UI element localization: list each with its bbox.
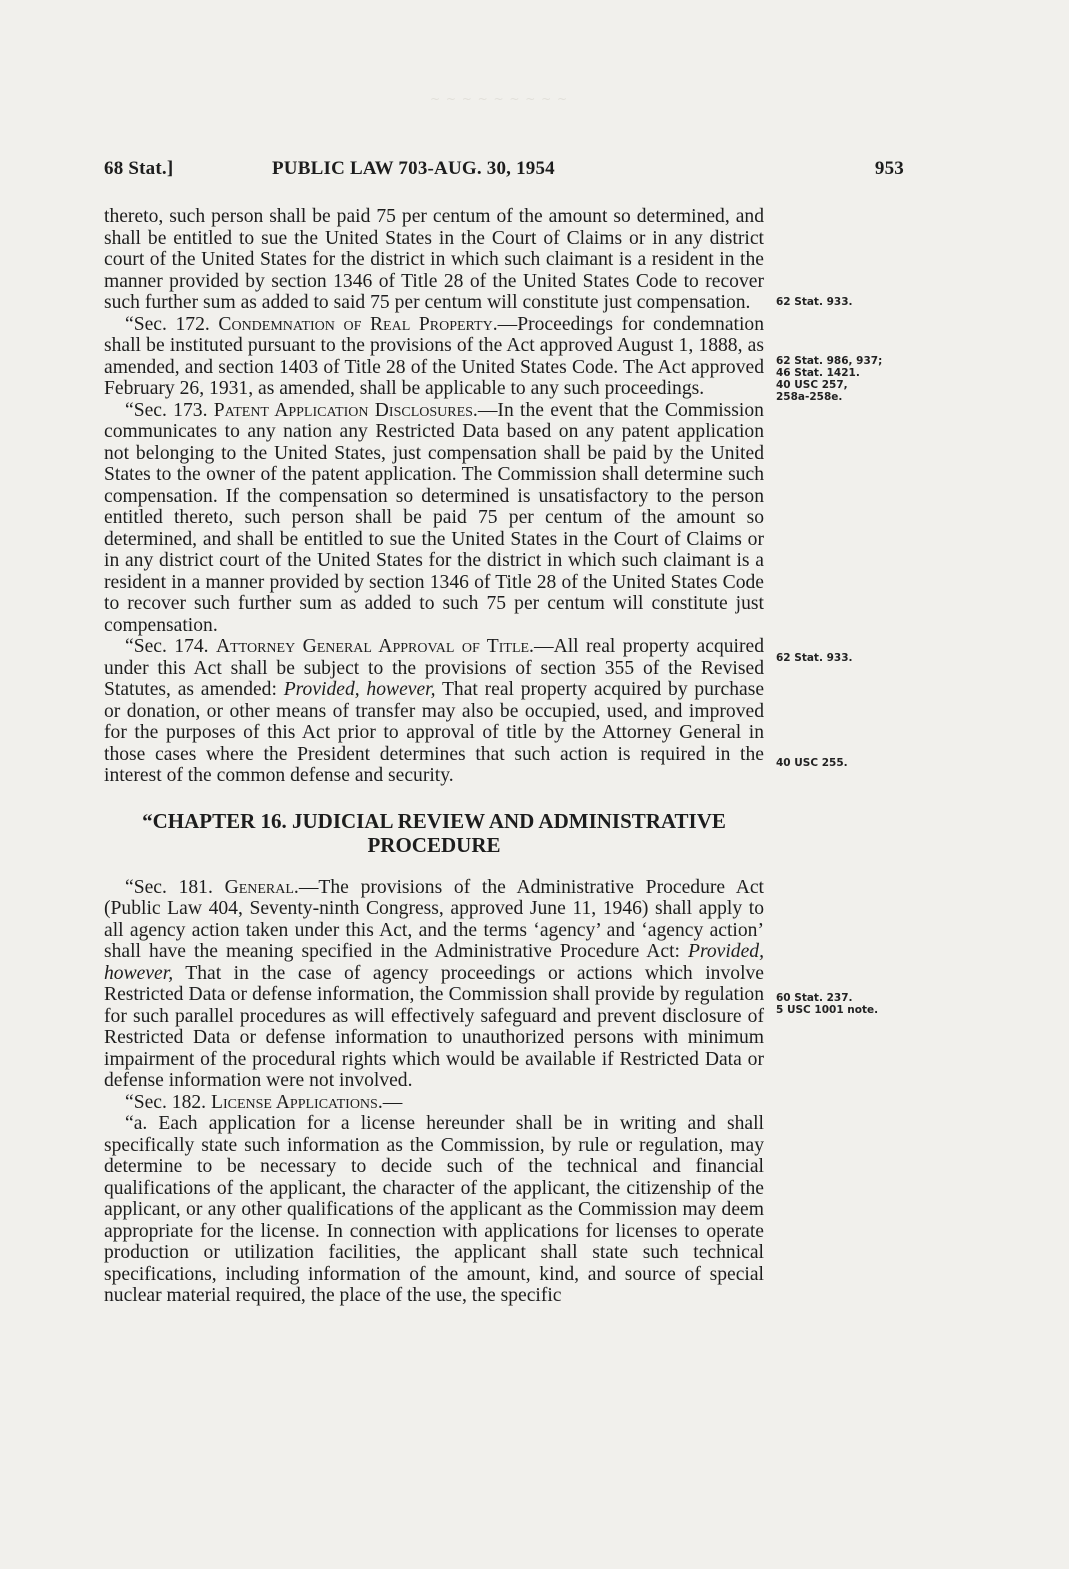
section-text: —Proceedings for condemnation shall be instituted pursuant to the provisions of the Act approved August 1, 1888, as amended, and section 1403 of Title 28 of the United States Code. The Act approved February 26, 1931, as amended, shall be applicable to any such proceedings. bbox=[104, 313, 765, 399]
section-heading: Patent Application Disclosures. bbox=[213, 399, 478, 421]
header-volume: 68 Stat.] bbox=[104, 158, 174, 179]
margin-note-60-stat-237: 60 Stat. 237. 5 USC 1001 note. bbox=[776, 992, 879, 1016]
section-heading: General. bbox=[224, 876, 299, 898]
section-text: That real property acquired by purchase or donation, or other means of transfer may also be occupied, used, and improved for the purposes of this Act prior to approval of title by the Attorney General in those cases where the President determines that such action is required in the interest of the common defense and security. bbox=[104, 679, 765, 786]
margin-note-62-stat-933-b: 62 Stat. 933. bbox=[776, 652, 853, 664]
section-label: “Sec. 172. bbox=[125, 313, 210, 335]
section-text: —In the event that the Commission communicates to any nation any Restricted Data based on any patent application not belonging to the United States, just compensation shall be paid by the United States to the owner of the patent application. The Commission shall determine such compensation. If the compensation so determined is unsatisfactory to the person entitled thereto, such person shall be paid 75 per centum of the amount so determined, and shall be entitled to sue the United States in the Court of Claims or in any district court of the United States for the district in which such claimant is a resident in a manner provided by section 1346 of Title 28 of the United States Code to recover such further sum as added to such 75 per centum will constitute just compensation. bbox=[104, 399, 764, 636]
body-text bbox=[104, 206, 764, 1307]
section-heading: Condemnation of Real Property. bbox=[218, 313, 498, 335]
margin-note-62-stat-986: 62 Stat. 986, 937; 46 Stat. 1421. 40 USC 257, 258a-258e. bbox=[776, 355, 883, 403]
running-header bbox=[104, 158, 904, 182]
header-title: PUBLIC LAW 703-AUG. 30, 1954 bbox=[272, 158, 555, 179]
paragraph-continuation: thereto, such person shall be paid 75 per centum of the amount so determined, and shall be entitled to sue the United States in the Court of Claims or in any district court of the United States for the district in which such claimant is a resident in the manner provided by section 1346 of Title 28 of the United States Code to recover such further sum as added to said 75 per centum will constitute just compensation. bbox=[104, 206, 764, 313]
proviso-italic: Provided, however, bbox=[104, 941, 764, 984]
section-181 bbox=[104, 877, 764, 1092]
section-182: “Sec. 182. License Applications.— bbox=[125, 1091, 403, 1113]
header-page-number: 953 bbox=[874, 158, 904, 179]
section-label: “Sec. 181. bbox=[125, 876, 213, 898]
chapter-heading: “CHAPTER 16. JUDICIAL REVIEW AND ADMINISTRATIVE PROCEDURE bbox=[142, 808, 726, 857]
proviso-italic: Provided, however, bbox=[283, 679, 436, 700]
section-heading: Attorney General Approval of Title. bbox=[215, 636, 534, 657]
section-text: —The provisions of the Administrative Procedure Act (Public Law 404, Seventy-ninth Congress, approved June 11, 1946) shall apply to all agency action taken under this Act, and the terms ‘agency’ and ‘agency action’ shall have the meaning specified in the Administrative Procedure Act: bbox=[104, 876, 765, 962]
section-heading: License Applications. bbox=[210, 1091, 383, 1113]
section-173 bbox=[104, 400, 764, 637]
section-172 bbox=[104, 314, 764, 400]
section-label: “Sec. 174. bbox=[125, 636, 209, 657]
section-text: That in the case of agency proceedings or actions which involve Restricted Data or defense information, the Commission shall provide by regulation for such parallel procedures as will effectively safeguard and prevent disclosure of Restricted Data or defense information to unauthorized persons with minimum impairment of the procedural rights which would be available if Restricted Data or defense information were not involved. bbox=[104, 962, 765, 1091]
section-label: “Sec. 182. bbox=[125, 1091, 207, 1113]
section-text: “a. Each application for a license hereunder shall be in writing and shall specifically state such information as the Commission, by rule or regulation, may determine to be necessary to decide such of the technical and financial qualifications of the applicant, the character of the applicant, the citizenship of the applicant, or any other qualifications of the applicant as the Commission may deem appropriate for the license. In connection with applications for licenses to operate production or utilization facilities, the applicant shall state such technical specifications, including information of the amount, kind, and source of special nuclear material required, the place of the use, the specific bbox=[104, 1113, 764, 1306]
margin-note-40-usc-255: 40 USC 255. bbox=[776, 757, 848, 769]
margin-note-62-stat-933: 62 Stat. 933. bbox=[776, 296, 853, 308]
section-label: “Sec. 173. bbox=[125, 399, 208, 421]
section-182-a bbox=[104, 1113, 764, 1307]
section-174 bbox=[104, 636, 764, 787]
section-text: —All real property acquired under this Act shall be subject to the provisions of section 355 of the Revised Statutes, as amended: bbox=[104, 636, 764, 700]
bleed-through-mark: ~ ~ ~ ~ ~ ~ ~ ~ ~ bbox=[430, 92, 569, 106]
